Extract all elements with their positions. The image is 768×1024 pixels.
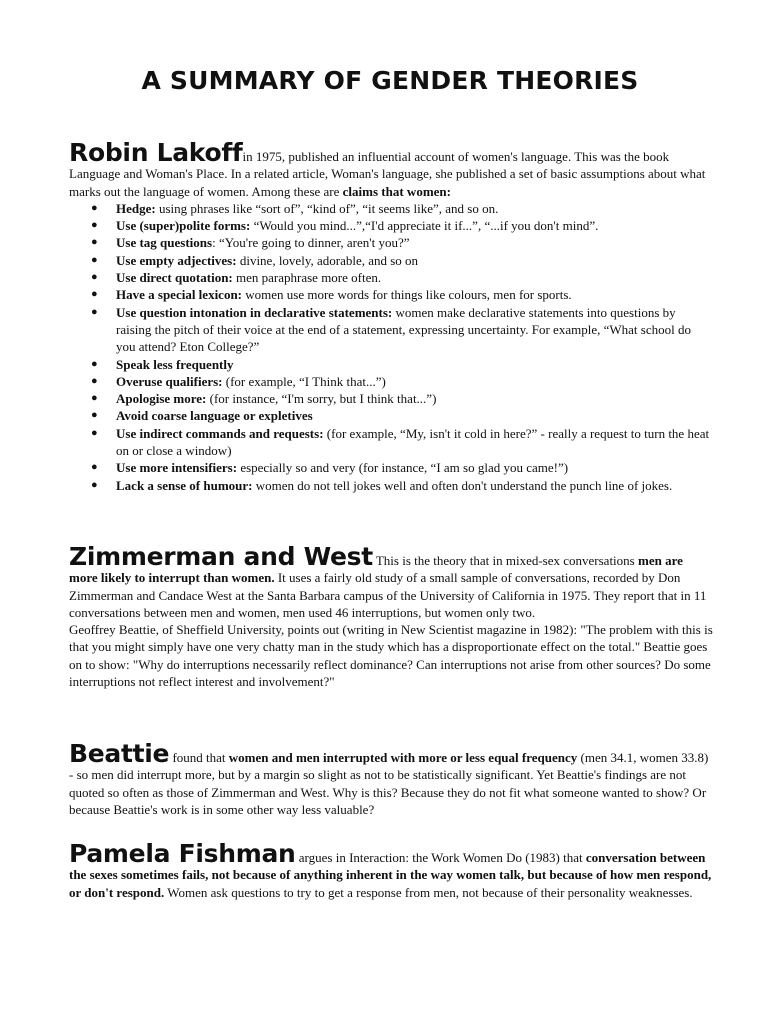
list-item bbox=[69, 425, 713, 460]
zimmerman-heading: Zimmerman and West bbox=[69, 542, 373, 571]
claim-term: Use direct quotation: bbox=[116, 270, 233, 286]
bullet-icon: ● bbox=[91, 461, 98, 474]
fishman-text1: argues in Interaction: the Work Women Do (1983) that bbox=[295, 850, 586, 865]
fishman-text2: Women ask questions to try to get a response from men, not because of their personality weaknesses. bbox=[164, 884, 693, 900]
bullet-icon: ● bbox=[91, 253, 98, 266]
claim-text: women use more words for things like colours, men for sports. bbox=[242, 287, 572, 303]
section-fishman bbox=[69, 839, 713, 901]
bullet-icon: ● bbox=[91, 392, 98, 405]
list-item bbox=[69, 373, 713, 390]
fishman-heading: Pamela Fishman bbox=[69, 839, 296, 868]
list-item bbox=[69, 477, 713, 494]
list-item bbox=[69, 217, 713, 234]
fishman-claim: conversation between the sexes sometimes fails, not because of anything inherent in the way women talk, but because of how men respond, or don't respond. bbox=[69, 850, 712, 900]
bullet-icon: ● bbox=[91, 478, 98, 491]
zimmerman-para1 bbox=[69, 542, 713, 621]
zimmerman-text2: It uses a fairly old study of a small sample of conversations, recorded by Don Zimmerman and Candace West at the Santa Barbara campus of the University of California in 1975. They report that in 11 conversations between men and women, men used 46 interruptions, but women only two. bbox=[69, 570, 707, 620]
claim-text: “Would you mind...”,“I'd appreciate it if...”, “...if you don't mind”. bbox=[250, 218, 599, 234]
lakoff-intro bbox=[69, 138, 713, 200]
claim-term: Avoid coarse language or expletives bbox=[116, 408, 313, 424]
list-item bbox=[69, 459, 713, 476]
section-beattie bbox=[69, 739, 713, 818]
bullet-icon: ● bbox=[91, 236, 98, 249]
claim-text: (for example, “I Think that...”) bbox=[222, 373, 386, 389]
lakoff-claims-list bbox=[69, 200, 713, 494]
list-item bbox=[69, 356, 713, 373]
claim-text: men paraphrase more often. bbox=[232, 270, 382, 286]
claim-term: Apologise more: bbox=[116, 391, 207, 407]
claim-text: women do not tell jokes well and often don't understand the punch line of jokes. bbox=[252, 477, 673, 493]
claim-term: Lack a sense of humour: bbox=[116, 477, 253, 493]
bullet-icon: ● bbox=[91, 409, 98, 422]
beattie-heading: Beattie bbox=[69, 739, 170, 768]
claim-term: Hedge: bbox=[116, 200, 156, 216]
claim-term: Use indirect commands and requests: bbox=[116, 425, 324, 441]
list-item bbox=[69, 304, 713, 356]
bullet-icon: ● bbox=[91, 305, 98, 318]
claim-text: women make declarative statements into questions by raising the pitch of their voice at the end of a statement, expressing uncertainty. For example, “What school do you attend? Eton College?” bbox=[116, 304, 691, 355]
list-item bbox=[69, 390, 713, 407]
bullet-icon: ● bbox=[91, 374, 98, 387]
lakoff-intro-bold: claims that women: bbox=[342, 183, 451, 199]
bullet-icon: ● bbox=[91, 426, 98, 439]
claim-text: (for instance, “I'm sorry, but I think that...”) bbox=[206, 391, 437, 407]
bullet-icon: ● bbox=[91, 201, 98, 214]
claim-text: especially so and very (for instance, “I am so glad you came!”) bbox=[237, 460, 569, 476]
claim-text: divine, lovely, adorable, and so on bbox=[236, 252, 419, 268]
list-item bbox=[69, 200, 713, 217]
list-item bbox=[69, 252, 713, 269]
zimmerman-claim: men are more likely to interrupt than women. bbox=[69, 553, 683, 586]
beattie-para bbox=[69, 739, 713, 818]
lakoff-heading: Robin Lakoff bbox=[69, 138, 243, 167]
zimmerman-text1: This is the theory that in mixed-sex conversations bbox=[372, 553, 638, 568]
list-item bbox=[69, 286, 713, 303]
claim-term: Use (super)polite forms: bbox=[116, 218, 251, 234]
claim-term: Use more intensifiers: bbox=[116, 460, 238, 476]
bullet-icon: ● bbox=[91, 357, 98, 370]
fishman-para bbox=[69, 839, 713, 901]
beattie-text1: found that bbox=[169, 750, 229, 765]
claim-text: using phrases like “sort of”, “kind of”, “it seems like”, and so on. bbox=[155, 200, 499, 216]
claim-text: : “You're going to dinner, aren't you?” bbox=[212, 235, 410, 251]
bullet-icon: ● bbox=[91, 219, 98, 232]
claim-term: Have a special lexicon: bbox=[116, 287, 243, 303]
bullet-icon: ● bbox=[91, 271, 98, 284]
claim-term: Speak less frequently bbox=[116, 356, 234, 372]
list-item bbox=[69, 407, 713, 424]
claim-term: Use tag questions bbox=[116, 235, 213, 251]
beattie-text2: (men 34.1, women 33.8) - so men did interrupt more, but by a margin so slight as not to be statistically significant. Yet Beattie's findings are not quoted so often as those of Zimmerman and West. Why is this? Because they do not fit what someone wanted to show? Or because Beattie's work is in some other way less valuable? bbox=[69, 750, 709, 817]
beattie-claim: women and men interrupted with more or less equal frequency bbox=[228, 750, 578, 765]
claim-term: Use question intonation in declarative statements: bbox=[116, 304, 393, 320]
claim-term: Use empty adjectives: bbox=[116, 252, 237, 268]
section-lakoff bbox=[69, 138, 713, 494]
page-title: A SUMMARY OF GENDER THEORIES bbox=[141, 66, 639, 95]
list-item bbox=[69, 269, 713, 286]
list-item bbox=[69, 234, 713, 251]
section-zimmerman-west bbox=[69, 542, 713, 690]
claim-term: Overuse qualifiers: bbox=[116, 373, 223, 389]
bullet-icon: ● bbox=[91, 288, 98, 301]
zimmerman-para2: Geoffrey Beattie, of Sheffield University, points out (writing in New Scientist magazine in 1982): "The problem with this is that you might simply have one very chatty man in the study which has a disproportionate effect on the total." Beattie goes on to show: "Why do interruptions necessarily reflect dominance? Can interruptions not arise from other sources? Do some interruptions not reflect interest and involvement?" bbox=[69, 622, 713, 690]
lakoff-intro-text: in 1975, published an influential account of women's language. This was the book Language and Woman's Place. In a related article, Woman's language, she published a set of basic assumptions about what marks out the language of women. Among these are bbox=[69, 149, 706, 199]
claim-text: (for example, “My, isn't it cold in here?” - really a request to turn the heat on or close a window) bbox=[116, 425, 710, 459]
